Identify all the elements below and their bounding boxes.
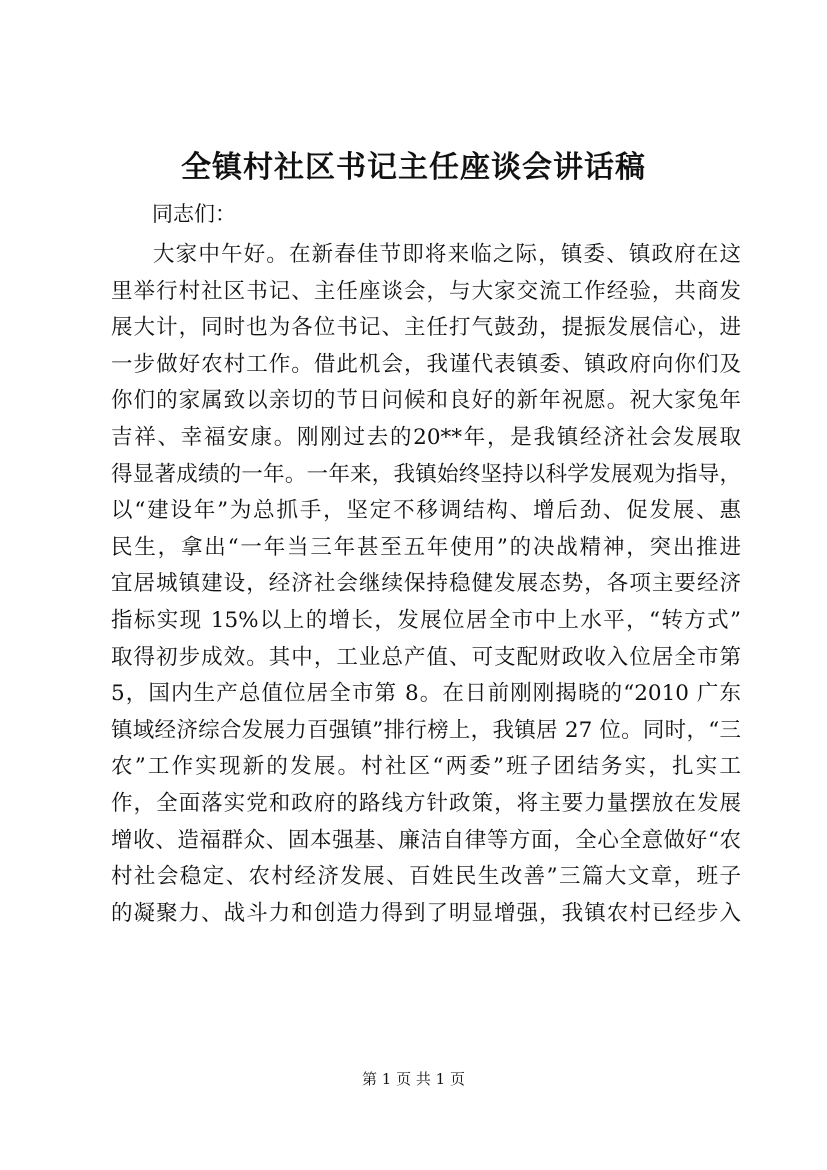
document-title: 全镇村社区书记主任座谈会讲话稿 bbox=[181, 150, 646, 185]
text-line: 你们的家属致以亲切的节日问候和良好的新年祝愿。祝大家兔年 bbox=[111, 388, 741, 414]
text-line: 增收、造福群众、固本强基、廉洁自律等方面，全心全意做好“农 bbox=[111, 827, 741, 853]
text-line: 5，国内生产总值位居全市第 8。在日前刚刚揭晓的“2010 广东 bbox=[111, 681, 741, 707]
text-line: 的凝聚力、战斗力和创造力得到了明显增强，我镇农村已经步入 bbox=[111, 900, 741, 926]
text-line: 大家中午好。在新春佳节即将来临之际，镇委、镇政府在这 bbox=[153, 242, 741, 267]
text-line: 民生，拿出“一年当三年甚至五年使用”的决战精神，突出推进 bbox=[111, 534, 741, 560]
text-line: 农”工作实现新的发展。村社区“两委”班子团结务实，扎实工 bbox=[111, 754, 741, 780]
salutation: 同志们： bbox=[152, 202, 236, 226]
text-line: 展大计，同时也为各位书记、主任打气鼓劲，提振发展信心，进 bbox=[111, 315, 741, 341]
text-line: 一步做好农村工作。借此机会，我谨代表镇委、镇政府向你们及 bbox=[111, 351, 741, 377]
text-line: 村社会稳定、农村经济发展、百姓民生改善”三篇大文章，班子 bbox=[111, 864, 741, 890]
text-line: 取得初步成效。其中，工业总产值、可支配财政收入位居全市第 bbox=[111, 644, 741, 670]
text-line: 宜居城镇建设，经济社会继续保持稳健发展态势，各项主要经济 bbox=[111, 571, 741, 597]
text-line: 镇域经济综合发展力百强镇”排行榜上，我镇居 27 位。同时，“三 bbox=[111, 717, 741, 743]
text-line: 吉祥、幸福安康。刚刚过去的20**年，是我镇经济社会发展取 bbox=[111, 424, 741, 450]
text-line: 作，全面落实党和政府的路线方针政策，将主要力量摆放在发展 bbox=[111, 790, 741, 816]
text-line: 里举行村社区书记、主任座谈会，与大家交流工作经验，共商发 bbox=[111, 278, 741, 304]
text-line: 得显著成绩的一年。一年来，我镇始终坚持以科学发展观为指导， bbox=[111, 461, 741, 487]
page-footer: 第 1 页 共 1 页 bbox=[362, 1070, 465, 1088]
text-line: 以“建设年”为总抓手，坚定不移调结构、增后劲、促发展、惠 bbox=[111, 498, 741, 524]
text-line: 指标实现 15%以上的增长，发展位居全市中上水平，“转方式” bbox=[111, 607, 741, 633]
body-paragraph bbox=[111, 237, 741, 932]
